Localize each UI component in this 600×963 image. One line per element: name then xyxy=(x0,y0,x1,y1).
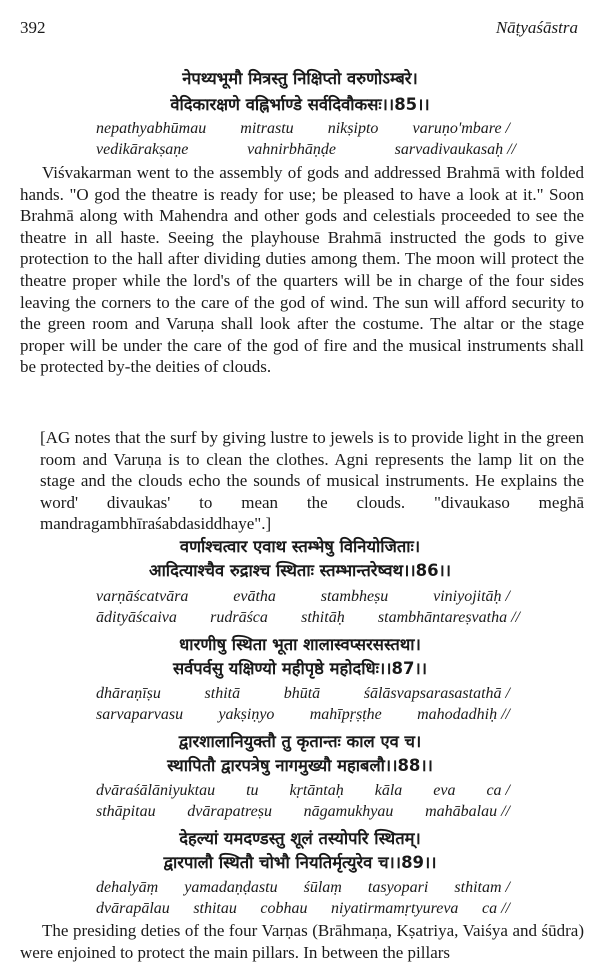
word: kṛtāntaḥ xyxy=(289,782,344,799)
word: sthitau xyxy=(193,900,237,917)
verse-85-translit-1 xyxy=(96,120,510,138)
verse-85-line-1: नेपथ्यभूमौ मित्रस्तु निक्षिप्तो वरुणोऽम्बरे। xyxy=(182,69,418,88)
verse-88-translit-2 xyxy=(96,803,510,821)
page-number: 392 xyxy=(20,18,46,37)
word: ādityāścaiva xyxy=(96,609,177,626)
word: dehalyāṃ xyxy=(96,879,159,896)
verse-86-translit-1 xyxy=(96,588,510,606)
word: sthitāḥ xyxy=(301,609,345,626)
word: nepathyabhūmau xyxy=(96,120,207,137)
word: mahābalau // xyxy=(425,803,510,820)
word: yamadaṇḍastu xyxy=(184,879,278,896)
word: sthitā xyxy=(204,685,241,702)
word: śūlaṃ xyxy=(303,879,342,896)
verse-89-translit-1 xyxy=(96,879,510,897)
running-title: Nāṭyaśāstra xyxy=(495,18,578,37)
verse-88-line-1: द्वारशालानियुक्तौ तु कृतान्तः काल एव च। xyxy=(178,732,422,751)
word: nikṣipto xyxy=(327,120,379,137)
word: tasyopari xyxy=(367,879,429,896)
word: ca / xyxy=(486,782,510,799)
verse-89-line-1: देहल्यां यमदण्डस्तु शूलं तस्योपरि स्थितम्। xyxy=(179,829,421,848)
verse-87-translit-2 xyxy=(96,706,510,724)
verse-87-line-1: धारणीषु स्थिता भूता शालास्वप्सरसस्तथा। xyxy=(179,635,421,654)
word: evātha xyxy=(233,588,276,605)
word: sthitam / xyxy=(454,879,510,896)
word: varṇāścatvāra xyxy=(96,588,189,605)
paragraph-note: [AG notes that the surf by giving lustre to jewels is to provide light in the green room and Varuṇa is to clean the clothes. Agni represents the lamp lit on the stage and the clouds echo the sounds of musical instruments. He explains the word' divaukas' to mean the clouds. "divaukaso meghā mandragambhīraśabdasiddhaye".] xyxy=(40,428,584,534)
word: dvāraśālāniyuktau xyxy=(96,782,216,799)
word: rudrāśca xyxy=(210,609,268,626)
verse-85-line-2: वेदिकारक्षणे वह्निर्भाण्डे सर्वदिवौकसः।।85।। xyxy=(170,95,430,114)
verse-87-line-2: सर्वपर्वसु यक्षिण्यो महीपृष्ठे महोदधिः।।87।। xyxy=(172,659,427,678)
word: eva xyxy=(433,782,456,799)
verse-89-line-2: द्वारपालौ स्थितौ चोभौ नियतिर्मृत्युरेव च।।89।। xyxy=(163,853,437,872)
word: yakṣiṇyo xyxy=(218,706,275,723)
word: sthāpitau xyxy=(96,803,156,820)
word: vedikārakṣaṇe xyxy=(96,141,189,158)
word: niyatirmamṛtyureva xyxy=(331,900,459,917)
word: dvārapatreṣu xyxy=(187,803,272,820)
verse-88-translit-1 xyxy=(96,782,510,800)
word: ca // xyxy=(481,900,510,917)
word: tu xyxy=(246,782,259,799)
verse-88-line-2: स्थापितौ द्वारपत्रेषु नागमुख्यौ महाबलौ।।88।। xyxy=(167,756,433,775)
word: dvārapālau xyxy=(96,900,170,917)
word: mahodadhiḥ // xyxy=(417,706,510,723)
word: sarvaparvasu xyxy=(96,706,184,723)
word: vahnirbhāṇḍe xyxy=(247,141,336,158)
word: varuṇo'mbare / xyxy=(412,120,510,137)
word: sarvadivaukasaḥ // xyxy=(394,141,516,158)
word: kāla xyxy=(374,782,403,799)
word: śālāsvapsarasastathā / xyxy=(363,685,510,702)
verse-86-translit-2 xyxy=(96,609,520,627)
word: nāgamukhyau xyxy=(303,803,394,820)
word: bhūtā xyxy=(283,685,321,702)
verse-85-translit-2 xyxy=(96,141,516,159)
word: dhāraṇīṣu xyxy=(96,685,161,702)
word: stambhāntareṣvatha // xyxy=(377,609,520,626)
verse-86-line-1: वर्णाश्चत्वार एवाथ स्तम्भेषु विनियोजिताः। xyxy=(179,537,421,556)
paragraph-commentary: The presiding deties of the four Varṇas (Brāhmaṇa, Kṣatriya, Vaiśya and śūdra) were enjoined to protect the main pillars. In between the pillars xyxy=(20,921,584,962)
verse-86-line-2: आदित्याश्चैव रुद्राश्च स्थिताः स्तम्भान्तरेष्वथ।।86।। xyxy=(148,561,452,580)
verse-89-translit-2 xyxy=(96,900,510,918)
word: mahīpṛṣṭhe xyxy=(309,706,382,723)
word: viniyojitāḥ / xyxy=(433,588,510,605)
word: stambheṣu xyxy=(320,588,389,605)
verse-87-translit-1 xyxy=(96,685,510,703)
word: cobhau xyxy=(260,900,308,917)
word: mitrastu xyxy=(240,120,294,137)
paragraph-translation: Viśvakarman went to the assembly of gods and addressed Brahmā with folded hands. "O god the theatre is ready for use; be pleased to have a look at it." Soon Brahmā along with Mahendra and other gods and celestials proceeded to see the theatre in all haste. Seeing the playhouse Brahmā instructed the gods to give protection to the hall after dividing duties among them. The moon will protect the theatre proper while the lord's of the quarters will be in charge of the four sides leaving the corners to the care of the god of wind. The sun will afford security to the green room and Varuṇa shall look after the costume. The altar or the stage proper will be under the care of the god of fire and the musical instruments shall be protected by-the deities of clouds. xyxy=(20,163,584,377)
page-header xyxy=(20,18,578,44)
